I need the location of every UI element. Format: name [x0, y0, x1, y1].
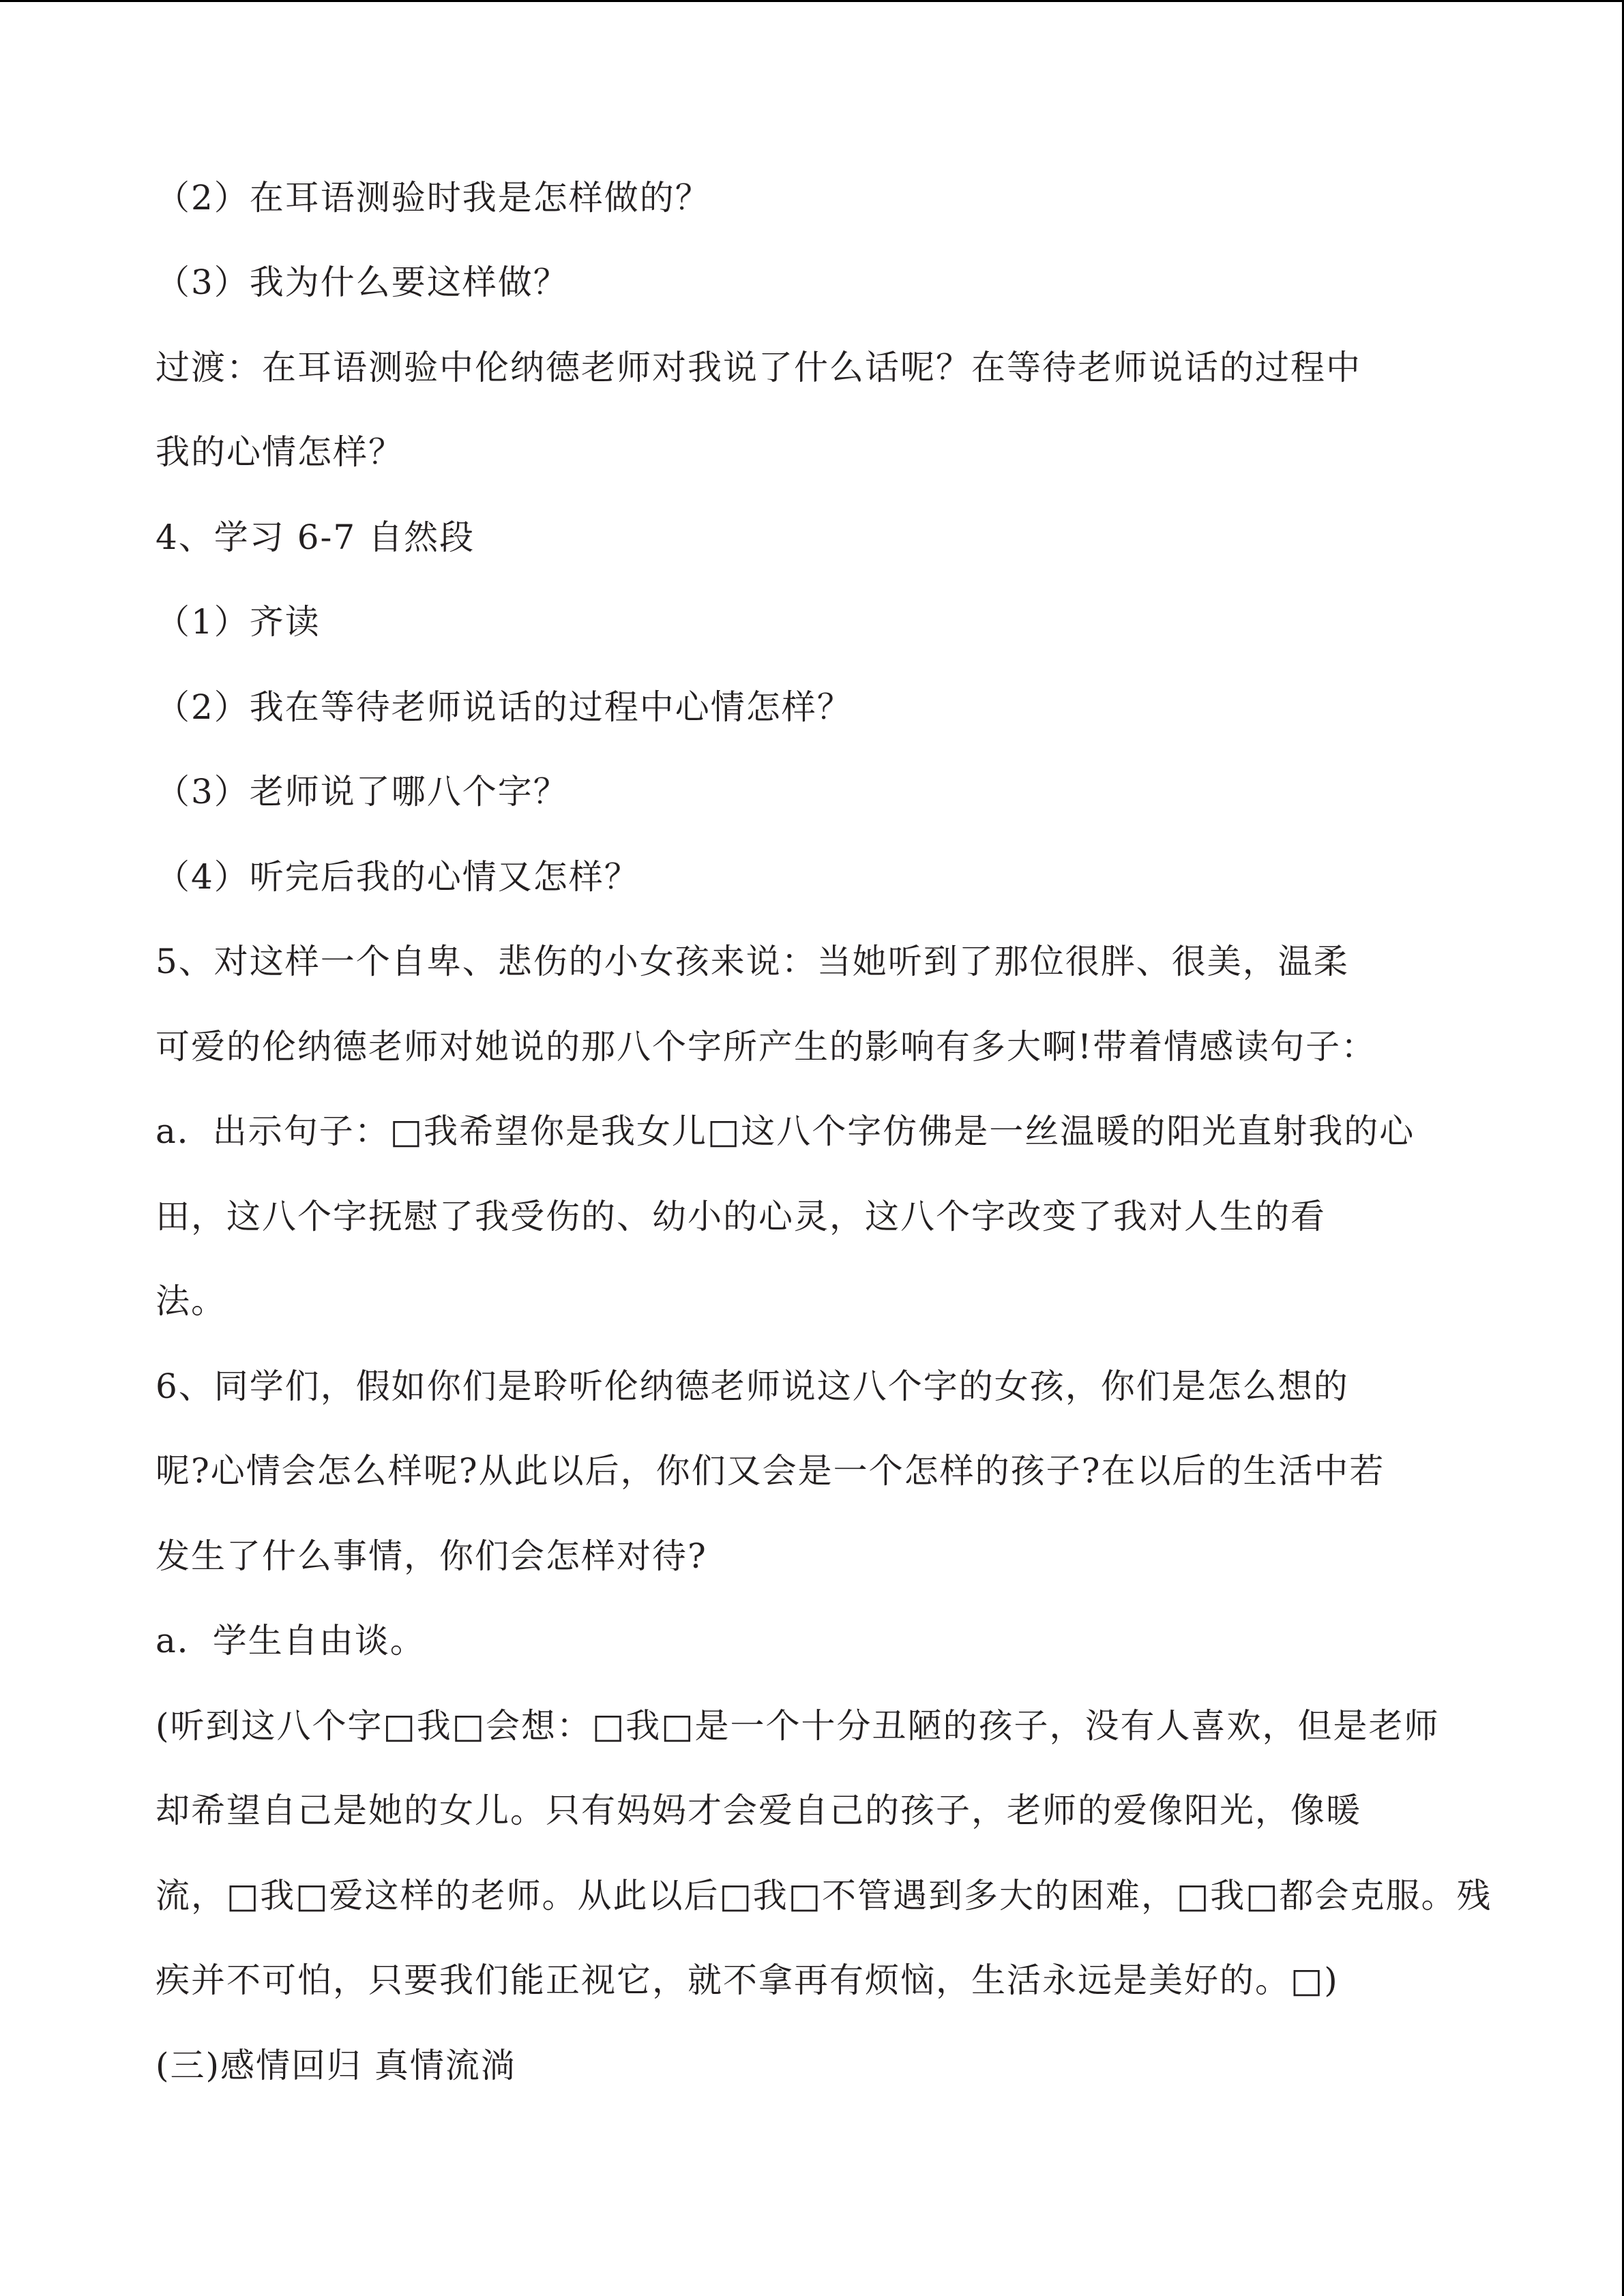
page-top-border: [0, 0, 1624, 2]
text-line: (听到这八个字□我□会想：□我□是一个十分丑陋的孩子，没有人喜欢，但是老师: [156, 1706, 1440, 1746]
text-line: 可爱的伦纳德老师对她说的那八个字所产生的影响有多大啊!带着情感读句子：: [156, 1027, 1377, 1067]
text-line: （2）在耳语测验时我是怎样做的？: [156, 178, 711, 218]
text-line: a．学生自由谈。: [156, 1621, 426, 1660]
text-line: （3）我为什么要这样做？: [156, 263, 569, 302]
text-line: 发生了什么事情，你们会怎样对待?: [156, 1536, 707, 1576]
text-line: 过渡：在耳语测验中伦纳德老师对我说了什么话呢？在等待老师说话的过程中: [156, 348, 1361, 387]
text-line: 6、同学们，假如你们是聆听伦纳德老师说这八个字的女孩，你们是怎么想的: [156, 1367, 1349, 1406]
text-line: 4、学习 6-7 自然段: [156, 518, 475, 557]
text-line: (三)感情回归 真情流淌: [156, 2046, 516, 2085]
text-line: 呢?心情会怎么样呢?从此以后，你们又会是一个怎样的孩子?在以后的生活中若: [156, 1451, 1385, 1491]
text-line: 却希望自己是她的女儿。只有妈妈才会爱自己的孩子，老师的爱像阳光，像暖: [156, 1791, 1361, 1830]
text-line: （2）我在等待老师说话的过程中心情怎样？: [156, 687, 853, 727]
text-line: 我的心情怎样？: [156, 432, 404, 472]
text-line: 5、对这样一个自卑、悲伤的小女孩来说：当她听到了那位很胖、很美，温柔: [156, 942, 1349, 981]
text-line: 疾并不可怕，只要我们能正视它，就不拿再有烦恼，生活永远是美好的。□): [156, 1960, 1339, 2000]
text-line: 法。: [156, 1281, 226, 1321]
text-line: （4）听完后我的心情又怎样？: [156, 857, 640, 897]
text-line: （3）老师说了哪八个字？: [156, 772, 569, 811]
text-line: 流，□我□爱这样的老师。从此以后□我□不管遇到多大的困难，□我□都会克服。残: [156, 1876, 1492, 1915]
text-line: a．出示句子：□我希望你是我女儿□这八个字仿佛是一丝温暖的阳光直射我的心: [156, 1112, 1415, 1151]
text-line: 田，这八个字抚慰了我受伤的、幼小的心灵，这八个字改变了我对人生的看: [156, 1197, 1326, 1236]
text-line: （1）齐读: [156, 602, 321, 642]
